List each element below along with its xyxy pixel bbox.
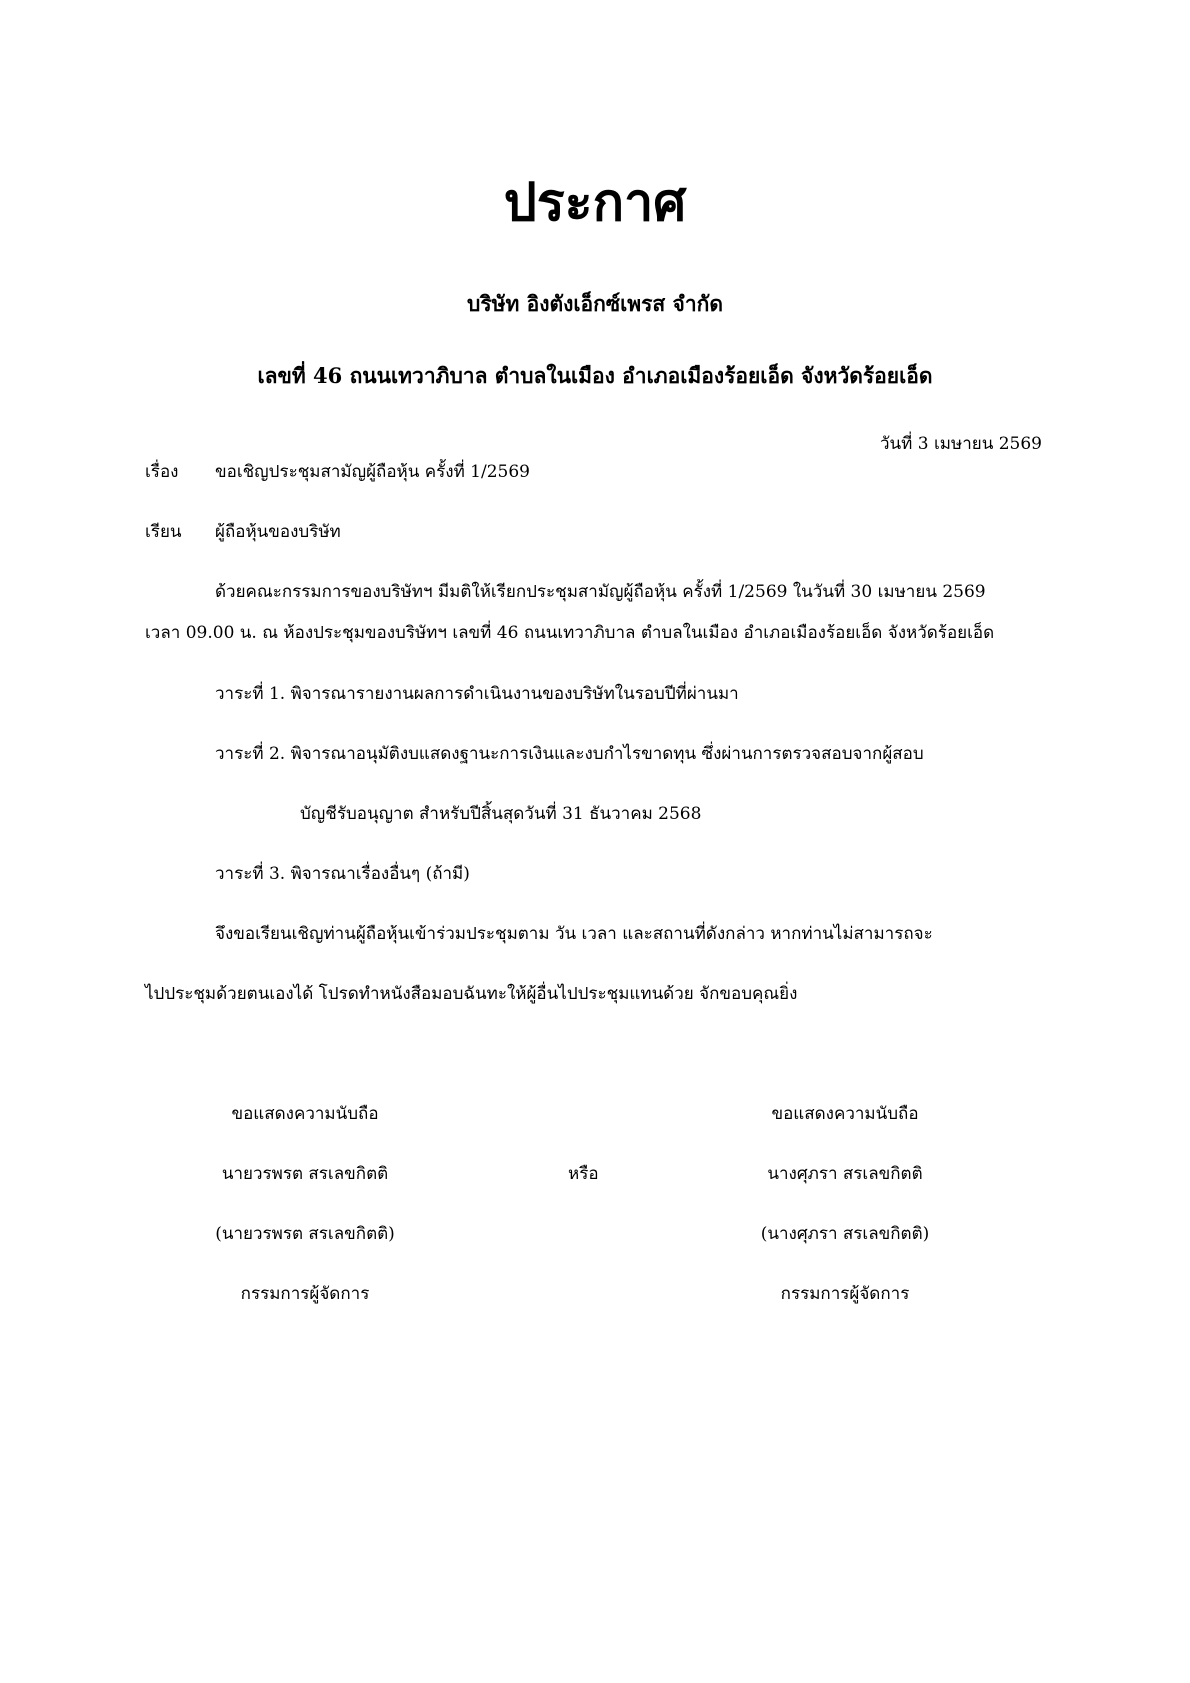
left-printed-name: (นายวรพรต สรเลขกิตติ) <box>215 1224 395 1244</box>
right-signature: นางศุภรา สรเลขกิตติ <box>767 1164 923 1184</box>
agenda-item-1: วาระที่ 1. พิจารณารายงานผลการดำเนินงานของบริษัทในรอบปีที่ผ่านมา <box>215 684 739 704</box>
intro-line-2: เวลา 09.00 น. ณ ห้องประชุมของบริษัทฯ เลขที่ 46 ถนนเทวาภิบาล ตำบลในเมือง อำเภอเมืองร้อยเอ็ด จังหวัดร้อยเอ็ด <box>145 623 995 643</box>
closing-line-1: จึงขอเรียนเชิญท่านผู้ถือหุ้นเข้าร่วมประชุมตาม วัน เวลา และสถานที่ดังกล่าว หากท่านไม่สามารถจะ <box>215 924 933 944</box>
document-date: วันที่ 3 เมษายน 2569 <box>879 434 1042 454</box>
or-separator: หรือ <box>568 1164 599 1184</box>
agenda-item-2-line-1: วาระที่ 2. พิจารณาอนุมัติงบแสดงฐานะการเงินและงบกำไรขาดทุน ซึ่งผ่านการตรวจสอบจากผู้สอบ <box>215 744 924 764</box>
agenda-item-3: วาระที่ 3. พิจารณาเรื่องอื่นๆ (ถ้ามี) <box>215 864 470 884</box>
page-title: ประกาศ <box>503 172 687 233</box>
right-printed-name: (นางศุภรา สรเลขกิตติ) <box>760 1224 930 1244</box>
left-position: กรรมการผู้จัดการ <box>240 1284 370 1304</box>
closing-line-2: ไปประชุมด้วยตนเองได้ โปรดทำหนังสือมอบฉันทะให้ผู้อื่นไปประชุมแทนด้วย จักขอบคุณยิ่ง <box>145 984 798 1004</box>
left-signature: นายวรพรต สรเลขกิตติ <box>221 1164 389 1184</box>
intro-line-1: ด้วยคณะกรรมการของบริษัทฯ มีมติให้เรียกประชุมสามัญผู้ถือหุ้น ครั้งที่ 1/2569 ในวันที่ 30 เมษายน 2569 <box>215 582 986 602</box>
right-regards: ขอแสดงความนับถือ <box>771 1104 919 1124</box>
left-regards: ขอแสดงความนับถือ <box>231 1104 379 1124</box>
subject-label: เรื่อง <box>145 462 179 482</box>
company-name: บริษัท อิงตังเอ็กซ์เพรส จำกัด <box>467 291 723 316</box>
agenda-item-2-line-2: บัญชีรับอนุญาต สำหรับปีสิ้นสุดวันที่ 31 ธันวาคม 2568 <box>300 804 702 824</box>
right-position: กรรมการผู้จัดการ <box>780 1284 910 1304</box>
company-address: เลขที่ 46 ถนนเทวาภิบาล ตำบลในเมือง อำเภอเมืองร้อยเอ็ด จังหวัดร้อยเอ็ด <box>257 363 933 388</box>
subject-text: ขอเชิญประชุมสามัญผู้ถือหุ้น ครั้งที่ 1/2569 <box>215 462 530 482</box>
recipient-label: เรียน <box>145 522 182 542</box>
recipient-text: ผู้ถือหุ้นของบริษัท <box>215 522 341 542</box>
